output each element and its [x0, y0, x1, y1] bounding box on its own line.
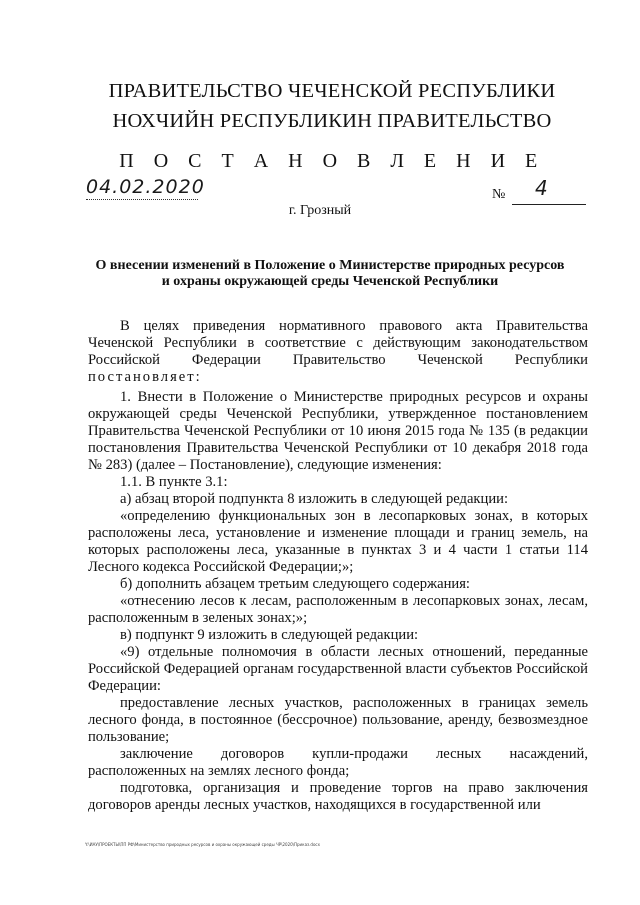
paragraph-item-1: 1. Внести в Положение о Министерстве природных ресурсов и охраны окружающей среды Чеченской Республики, утвержденное постановлением Правительства Чеченской Республики от 10 июня 2015 года № 135 (в редакции постановления Правительства Чеченской Республики от 10 декабря 2018 года № 283) (далее – Постановление), следующие изменения:	[88, 389, 588, 473]
city-name: г. Грозный	[288, 203, 352, 218]
document-type-title: П О С Т А Н О В Л Е Н И Е	[119, 150, 545, 172]
decree-subject: О внесении изменений в Положение о Министерстве природных ресурсов и охраны окружающей среды Чеченской Республики	[95, 258, 565, 289]
paragraph-point-1-1: 1.1. В пункте 3.1:	[120, 474, 228, 490]
decree-body	[88, 318, 588, 814]
date-underline	[86, 199, 198, 200]
government-name-chechen: НОХЧИЙН РЕСПУБЛИКИН ПРАВИТЕЛЬСТВО	[112, 110, 552, 132]
paragraph-quote-b: «отнесению лесов к лесам, расположенным в лесопарковых зонах, лесам, расположенным в зеленых зонах;»;	[88, 593, 588, 626]
paragraph-land-provision: предоставление лесных участков, расположенных в границах земель лесного фонда, в постоянное (бессрочное) пользование, аренду, безвозмездное пользование;	[88, 695, 588, 745]
paragraph-contracts: заключение договоров купли-продажи лесных насаждений, расположенных на землях лесного фонда;	[88, 746, 588, 779]
paragraph-auctions: подготовка, организация и проведение торгов на право заключения договоров аренды лесных участков, находящихся в государственной или	[88, 780, 588, 813]
file-path-footer: Y:\ИАУ\ПРОЕКТЫ\ПП РФ\Министерство природных ресурсов и охраны окружающей среды ЧР\2020\Приказ.docx	[85, 842, 320, 847]
intro-paragraph	[88, 318, 588, 386]
handwritten-number: 4	[535, 176, 548, 200]
paragraph-sub-a: а) абзац второй подпункта 8 изложить в следующей редакции:	[120, 491, 509, 507]
handwritten-date: 04.02.2020	[86, 176, 205, 198]
paragraph-quote-9: «9) отдельные полномочия в области лесных отношений, переданные Российской Федерацией органам государственной власти субъектов Российской Федерации:	[88, 644, 588, 694]
paragraph-sub-b: б) дополнить абзацем третьим следующего содержания:	[120, 576, 470, 592]
paragraph-quote-a: «определению функциональных зон в лесопарковых зонах, в которых расположены леса, установление и изменение площади и границ земель, на которых расположены леса, указанные в пунктах 3 и 4 части 1 статьи 114 Лесного кодекса Российской Федерации;»;	[88, 508, 588, 575]
paragraph-sub-v: в) подпункт 9 изложить в следующей редакции:	[120, 627, 419, 643]
government-name-russian: ПРАВИТЕЛЬСТВО ЧЕЧЕНСКОЙ РЕСПУБЛИКИ	[108, 80, 556, 102]
number-label: №	[492, 187, 506, 202]
resolves-word: постановляет:	[88, 369, 202, 385]
intro-text: В целях приведения нормативного правового акта Правительства Чеченской Республики в соответствие с действующим законодательством Российской Федерации Правительство Чеченской Республики	[88, 318, 588, 368]
